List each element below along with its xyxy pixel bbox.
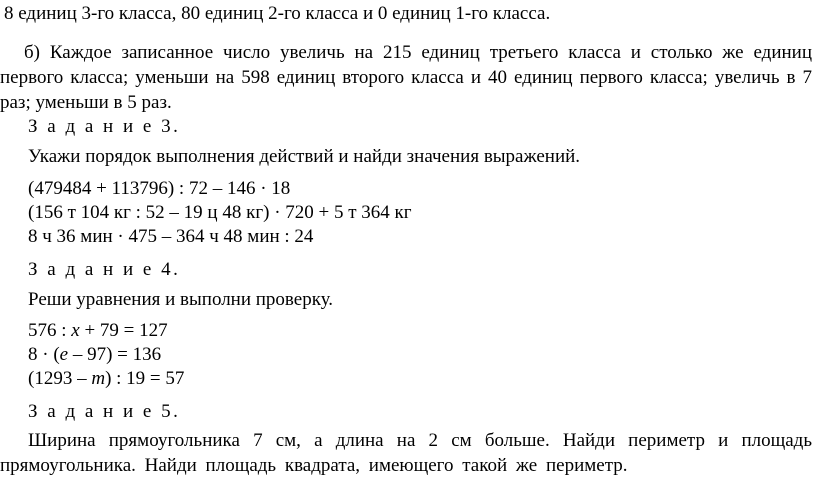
task5-text: Ширина прямоугольника 7 см, а длина на 2 см больше. Найди периметр и площадь прямоугольника. Найди площадь квадрата, имеющего такой же периметр. [0,430,812,476]
equation-part: 576 : [28,320,72,341]
task4-equation-1 [28,318,168,343]
equation-variable: m [91,368,106,389]
part-b-paragraph: б) Каждое записанное число увеличь на 215 единиц третьего класса и столько же единиц первого класса; уменьши на 598 единиц второго класса и 40 единиц первого класса; увеличь в 7 раз; уменьши в 5 раз. [0,42,812,113]
task3-instruction: Укажи порядок выполнения действий и найди значения выражений. [28,146,581,167]
task4-instruction: Реши уравнения и выполни проверку. [28,289,334,310]
equation-part: (1293 – [28,368,92,389]
task4-heading: З а д а н и е 4. [28,259,181,280]
task3-expression-1: (479484 + 113796) : 72 – 146 · 18 [28,178,291,199]
equation-variable: x [71,320,80,341]
top-line: 8 единиц 3-го класса, 80 единиц 2-го класса и 0 единиц 1-го класса. [4,3,551,24]
equation-variable: e [59,344,69,365]
equation-part: ) : 19 = 57 [105,368,185,389]
equation-part: + 79 = 127 [79,320,168,341]
equation-part: 8 · ( [28,344,60,365]
task3-expression-2: (156 т 104 кг : 52 – 19 ц 48 кг) · 720 + 5 т 364 кг [28,202,412,223]
task4-equation-3 [28,366,184,391]
task3-heading: З а д а н и е 3. [28,116,181,137]
equation-part: – 97) = 136 [68,344,162,365]
task5-heading: З а д а н и е 5. [28,401,181,422]
task4-equation-2 [28,342,161,367]
task3-expression-3: 8 ч 36 мин · 475 – 364 ч 48 мин : 24 [28,226,314,247]
